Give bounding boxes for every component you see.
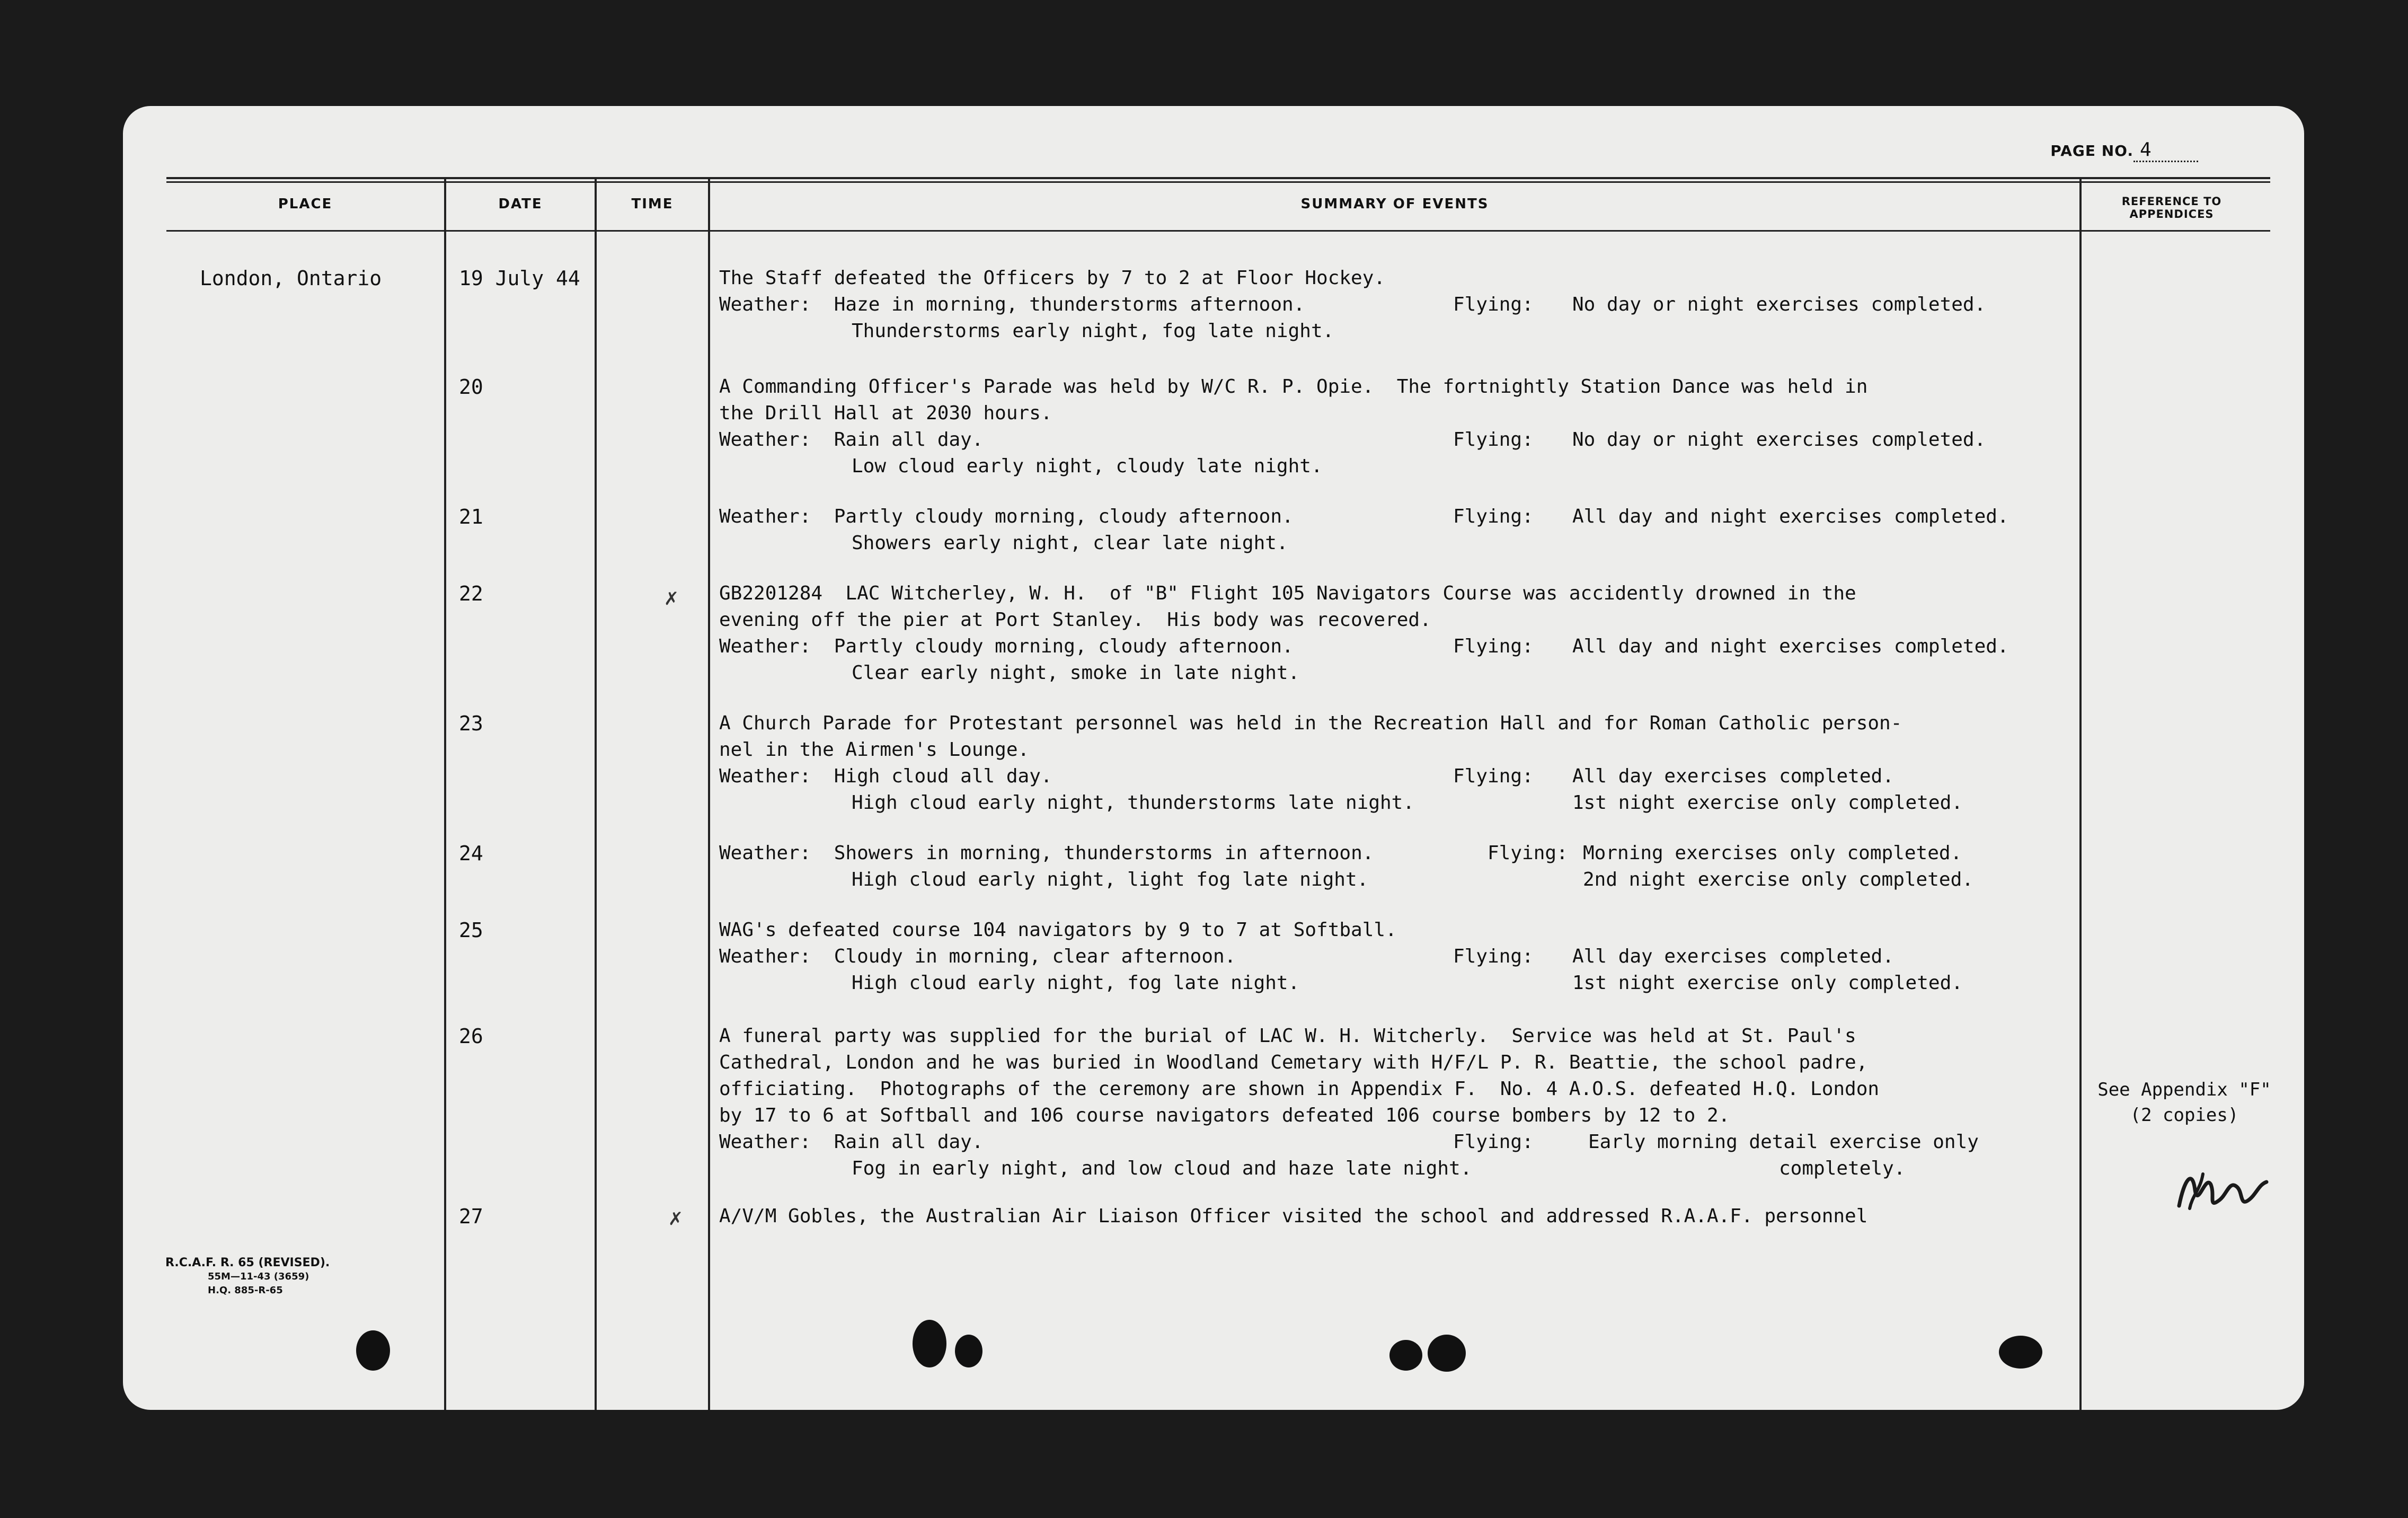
tick-mark: ✗ [669, 1204, 683, 1230]
header-date: DATE [498, 196, 543, 212]
header-reference: REFERENCE TO APPENDICES [2121, 195, 2222, 220]
page-number-value: 4 [2133, 139, 2198, 162]
flying-text: All day and night exercises completed. [1572, 636, 2009, 657]
form-line: H.Q. 885-R-65 [208, 1285, 283, 1296]
weather-text: Partly cloudy morning, cloudy afternoon. [834, 636, 1294, 657]
header-summary: SUMMARY OF EVENTS [1300, 196, 1489, 212]
event-text: A Church Parade for Protestant personnel was held in the Recreation Hall and for Roman Catholic person- [719, 712, 1902, 734]
weather-row [719, 633, 2187, 660]
flying-text: 1st night exercise only completed. [1572, 972, 1963, 994]
date-cell: 27 [459, 1205, 483, 1228]
event-text: the Drill Hall at 2030 hours. [719, 402, 1052, 424]
flying-text: No day or night exercises completed. [1572, 294, 1986, 315]
page-number [2050, 139, 2198, 162]
event-text: A Commanding Officer's Parade was held by W/C R. P. Opie. The fortnightly Station Dance was held in [719, 376, 1868, 398]
weather-row [719, 790, 2187, 816]
event-text: A/V/M Gobles, the Australian Air Liaison Officer visited the school and addressed R.A.A.F. personnel [719, 1205, 1868, 1227]
entry-21 [719, 504, 2187, 557]
form-line: 55M—11-43 (3659) [208, 1271, 309, 1282]
flying-text: Morning exercises only completed. [1583, 842, 1962, 864]
binder-hole [1389, 1340, 1422, 1371]
entry-25 [719, 917, 2187, 996]
weather-text: High cloud all day. [834, 765, 1052, 787]
weather-text: Partly cloudy morning, cloudy afternoon. [834, 506, 1294, 527]
weather-text: Haze in morning, thunderstorms afternoon. [834, 294, 1305, 315]
weather-text: High cloud early night, fog late night. [852, 972, 1300, 994]
entry-22 [719, 580, 2187, 686]
weather-text: Cloudy in morning, clear afternoon. [834, 946, 1236, 967]
binder-hole [1999, 1336, 2042, 1369]
entry-23 [719, 710, 2187, 816]
date-cell: 24 [459, 842, 483, 865]
appendix-reference [2073, 1077, 2296, 1128]
flying-label: Flying: [1453, 429, 1534, 451]
date-cell: 23 [459, 712, 483, 735]
weather-text: Low cloud early night, cloudy late night. [852, 455, 1323, 477]
entry-20 [719, 374, 2187, 480]
signature-initials [2168, 1158, 2274, 1222]
weather-text: Clear early night, smoke in late night. [852, 662, 1300, 684]
appendix-line: See Appendix "F" [2097, 1079, 2271, 1100]
date-cell: 21 [459, 505, 483, 528]
weather-label: Weather: [719, 1131, 811, 1153]
weather-text: High cloud early night, light fog late night. [852, 869, 1369, 890]
form-identifier [165, 1256, 330, 1298]
event-text: The Staff defeated the Officers by 7 to 2 at Floor Hockey. [719, 267, 1386, 289]
weather-label: Weather: [719, 429, 811, 451]
event-text: WAG's defeated course 104 navigators by 9 to 7 at Softball. [719, 919, 1397, 941]
header-place: PLACE [278, 196, 333, 212]
date-cell: 20 [459, 375, 483, 399]
weather-text: Thunderstorms early night, fog late night. [852, 320, 1334, 342]
header-top-rule-thin [166, 181, 2270, 183]
date-cell: 22 [459, 582, 483, 605]
weather-text: Fog in early night, and low cloud and haze late night. [852, 1158, 1472, 1179]
header-time: TIME [631, 196, 674, 212]
flying-label: Flying: [1488, 842, 1568, 864]
weather-label: Weather: [719, 294, 811, 315]
weather-row [719, 867, 2187, 893]
flying-label: Flying: [1453, 765, 1534, 787]
weather-text: Showers early night, clear late night. [852, 532, 1288, 554]
weather-row [719, 943, 2187, 970]
flying-label: Flying: [1453, 294, 1534, 315]
weather-text: Showers in morning, thunderstorms in afternoon. [834, 842, 1374, 864]
appendix-line: (2 copies) [2130, 1105, 2239, 1126]
weather-row [719, 970, 2187, 996]
date-cell: 26 [459, 1025, 483, 1048]
weather-row [719, 1155, 2187, 1182]
column-divider-time [708, 179, 710, 1410]
entry-19-july [719, 265, 2187, 345]
event-text: evening off the pier at Port Stanley. His body was recovered. [719, 609, 1431, 631]
flying-label: Flying: [1453, 1131, 1534, 1153]
entry-24 [719, 840, 2187, 893]
tick-mark: ✗ [665, 584, 678, 610]
page-number-label: PAGE NO. [2050, 142, 2133, 160]
event-text: GB2201284 LAC Witcherley, W. H. of "B" Flight 105 Navigators Course was accidently drowned in the [719, 583, 1856, 604]
weather-label: Weather: [719, 842, 811, 864]
flying-text: All day exercises completed. [1572, 946, 1894, 967]
flying-text: Early morning detail exercise only [1588, 1131, 1979, 1153]
binder-hole [913, 1320, 946, 1367]
weather-text: Rain all day. [834, 1131, 984, 1153]
entry-26 [719, 1023, 2187, 1182]
place-cell: London, Ontario [200, 267, 382, 290]
binder-hole [955, 1335, 982, 1367]
weather-label: Weather: [719, 765, 811, 787]
date-cell: 19 July 44 [459, 267, 580, 290]
weather-row [719, 292, 2187, 318]
flying-text: 2nd night exercise only completed. [1583, 869, 1973, 890]
weather-row [719, 427, 2187, 453]
weather-label: Weather: [719, 636, 811, 657]
flying-label: Flying: [1453, 946, 1534, 967]
weather-row [719, 840, 2187, 867]
event-text: Cathedral, London and he was buried in Woodland Cemetary with H/F/L P. R. Beattie, the school padre, [719, 1052, 1868, 1073]
binder-hole [1428, 1335, 1466, 1372]
war-diary-page [123, 106, 2304, 1410]
weather-text: High cloud early night, thunderstorms late night. [852, 792, 1415, 814]
date-cell: 25 [459, 919, 483, 942]
column-divider-place [444, 179, 446, 1410]
weather-row [719, 1129, 2187, 1155]
weather-label: Weather: [719, 506, 811, 527]
event-text: nel in the Airmen's Lounge. [719, 739, 1030, 761]
flying-text: No day or night exercises completed. [1572, 429, 1986, 451]
flying-text: completely. [1779, 1158, 1906, 1179]
binder-hole [356, 1330, 390, 1371]
flying-label: Flying: [1453, 636, 1534, 657]
event-text: A funeral party was supplied for the burial of LAC W. H. Witcherly. Service was held at St. Paul's [719, 1025, 1856, 1047]
weather-label: Weather: [719, 946, 811, 967]
event-text: officiating. Photographs of the ceremony are shown in Appendix F. No. 4 A.O.S. defeated H.Q. London [719, 1078, 1880, 1100]
header-bottom-rule [166, 230, 2270, 232]
flying-label: Flying: [1453, 506, 1534, 527]
header-top-rule [166, 177, 2270, 179]
weather-row [719, 504, 2187, 530]
entry-27 [719, 1203, 2187, 1230]
form-line: R.C.A.F. R. 65 (REVISED). [165, 1256, 330, 1269]
flying-text: All day and night exercises completed. [1572, 506, 2009, 527]
weather-row [719, 763, 2187, 790]
weather-text: Rain all day. [834, 429, 984, 451]
flying-text: 1st night exercise only completed. [1572, 792, 1963, 814]
flying-text: All day exercises completed. [1572, 765, 1894, 787]
event-text: by 17 to 6 at Softball and 106 course navigators defeated 106 course bombers by 12 to 2. [719, 1105, 1730, 1126]
column-divider-date [595, 179, 597, 1410]
